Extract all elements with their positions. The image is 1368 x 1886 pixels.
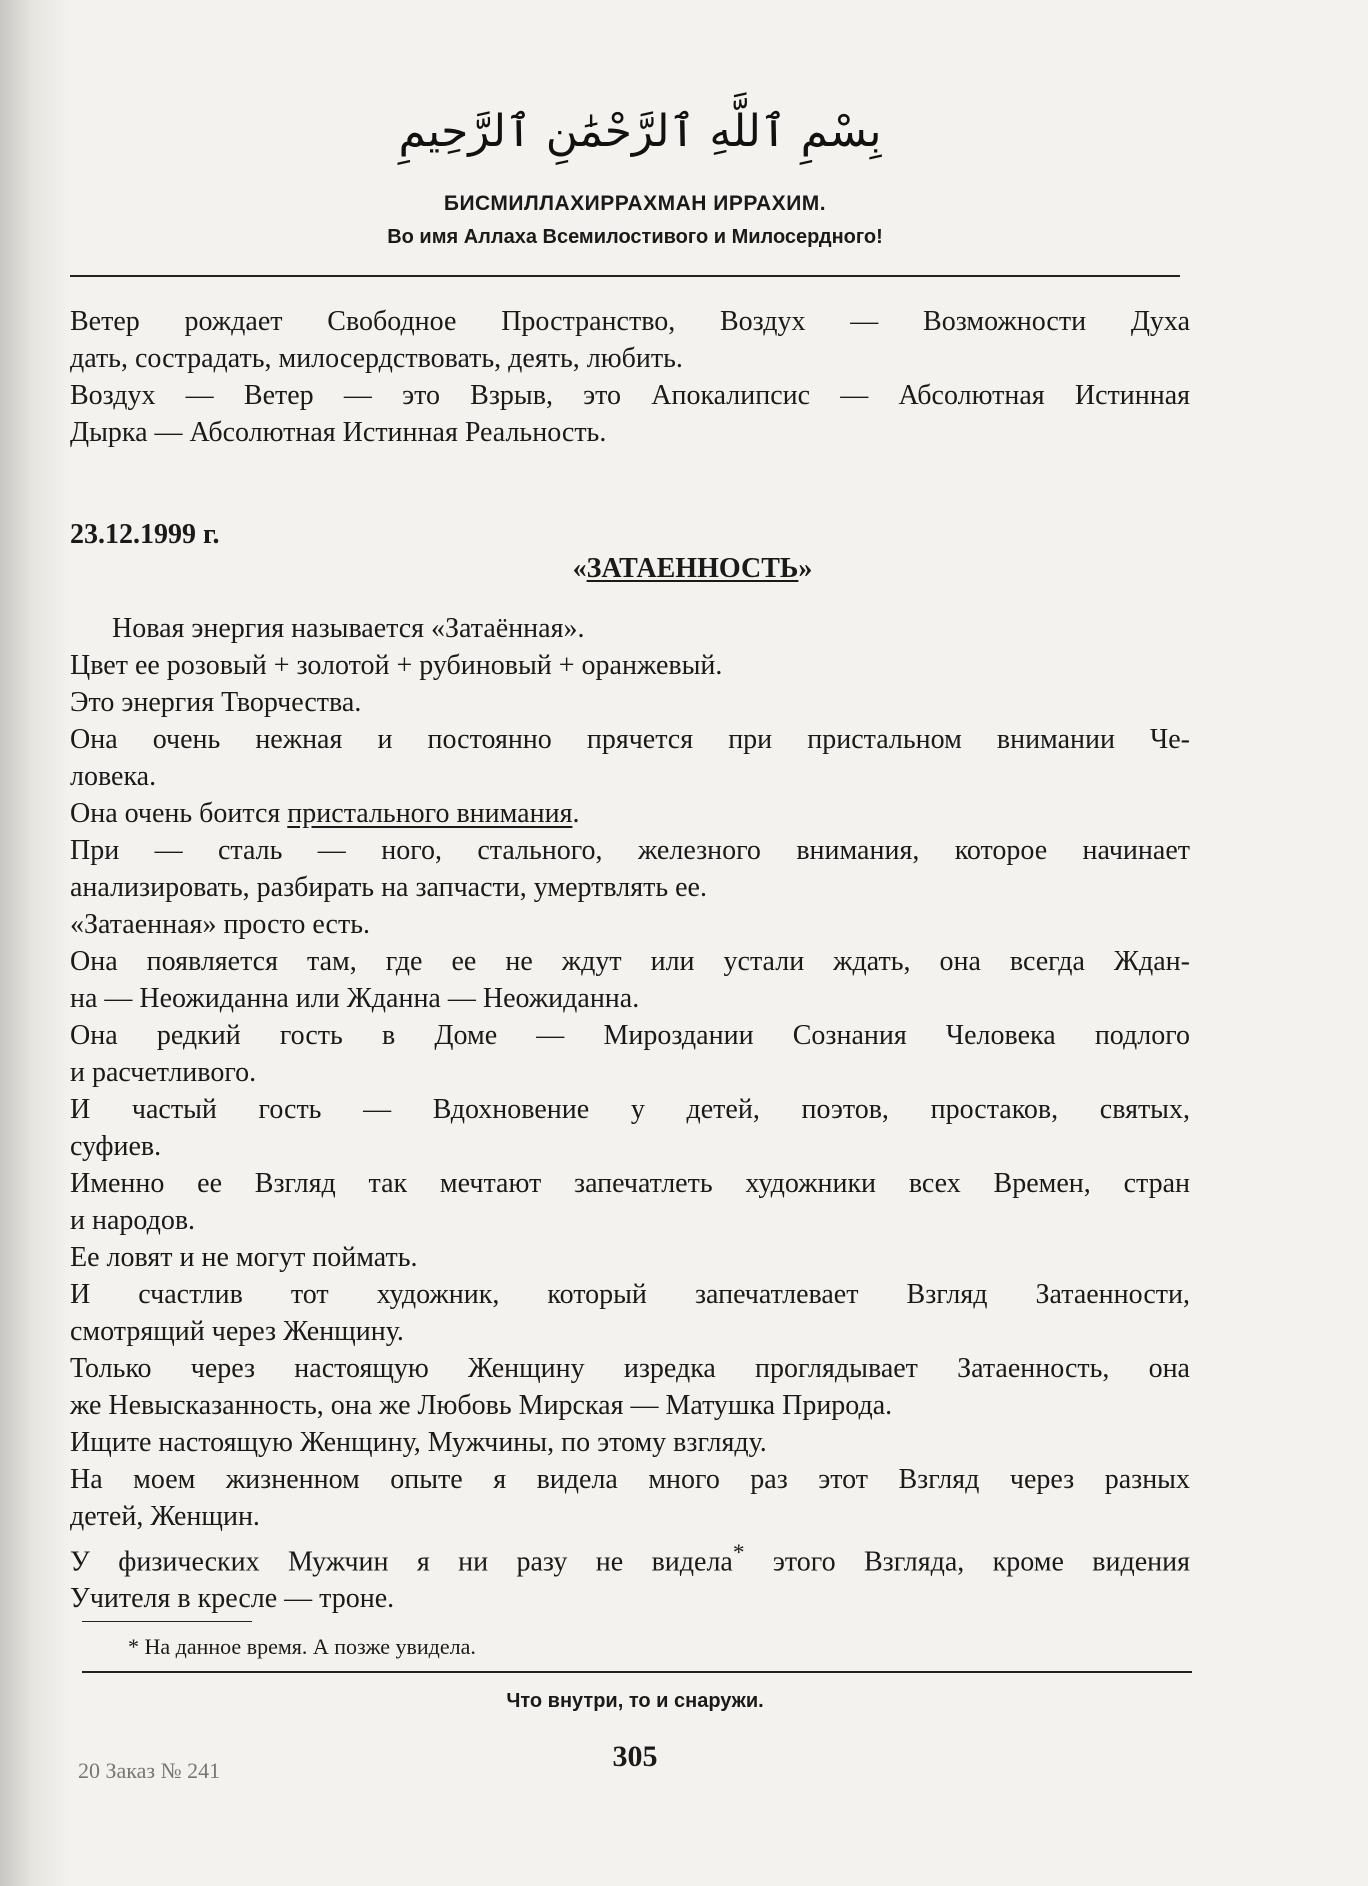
text-line: И частый гость — Вдохновение у детей, поэтов, простаков, святых, [70,1094,1190,1125]
text-line: Ветер рождает Свободное Пространство, Воздух — Возможности Духа [70,306,1190,337]
text-line: Ее ловят и не могут поймать. [70,1242,418,1273]
text-line: У физических Мужчин я ни разу не видела* этого Взгляда, кроме видения [70,1540,1190,1578]
book-page [70,0,1200,1886]
text-line: детей, Женщин. [70,1501,260,1532]
intro-paragraph [70,303,1190,451]
text-line: Это энергия Творчества. [70,687,362,718]
printer-signature: 20 Заказ № 241 [78,1758,221,1783]
svg-text:بِسْمِ ٱللَّهِ ٱلرَّحْمَٰنِ ٱل: بِسْمِ ٱللَّهِ ٱلرَّحْمَٰنِ ٱلرَّحِيمِ [398,106,882,157]
text-line: Новая энергия называется «Затаённая». [112,613,585,644]
text-line: Она очень боится пристального внимания. [70,798,580,829]
entry-date: 23.12.1999 г. [70,519,220,550]
text-line: При — сталь — ного, стального, железного внимания, которое начинает [70,835,1190,866]
text-line: смотрящий через Женщину. [70,1316,404,1347]
footnote-rule [82,1621,252,1622]
footnote: * На данное время. А позже увидела. [128,1634,476,1659]
text-line: Воздух — Ветер — это Взрыв, это Апокалипсис — Абсолютная Истинная [70,380,1190,411]
body-text [70,610,1190,1617]
text-line: Она очень нежная и постоянно прячется при пристальном внимании Че- [70,724,1190,755]
text-line: Дырка — Абсолютная Истинная Реальность. [70,417,607,448]
basmala-translation: Во имя Аллаха Всемилостивого и Милосердного! [387,226,883,248]
text-line: Ищите настоящую Женщину, Мужчины, по этому взгляду. [70,1427,767,1458]
text-line: Учителя в кресле — троне. [70,1583,395,1615]
footer-rule [82,1671,1192,1673]
text-line: анализировать, разбирать на запчасти, умертвлять ее. [70,872,707,903]
text-line: ловека. [70,761,157,792]
text-line: и расчетливого. [70,1057,257,1088]
text-line: Она редкий гость в Доме — Мироздании Сознания Человека подлого [70,1020,1190,1051]
section-heading: «ЗАТАЕННОСТЬ» [572,553,813,584]
page-number: 305 [612,1740,658,1773]
text-line: же Невысказанность, она же Любовь Мирская — Матушка Природа. [70,1390,893,1421]
text-line: «Затаенная» просто есть. [70,909,370,940]
text-line: Цвет ее розовый + золотой + рубиновый + оранжевый. [70,650,723,681]
text-line: На моем жизненном опыте я видела много раз этот Взгляд через разных [70,1464,1190,1495]
basmala-title: БИСМИЛЛАХИРРАХМАН ИРРАХИМ. [443,192,827,215]
header-rule [70,275,1180,277]
text-line: суфиев. [70,1131,162,1162]
scan-shadow [0,0,70,1886]
text-line: на — Неожиданна или Жданна — Неожиданна. [70,983,640,1014]
text-line: И счастлив тот художник, который запечатлевает Взгляд Затаенности, [70,1279,1190,1310]
text-line: Она появляется там, где ее не ждут или устали ждать, она всегда Ждан- [70,946,1190,977]
footnote-marker: * [732,1540,745,1566]
text-line: дать, сострадать, милосердствовать, деять, любить. [70,343,683,374]
text-line: и народов. [70,1205,196,1236]
text-line: Только через настоящую Женщину изредка проглядывает Затаенность, она [70,1353,1190,1384]
text-line: Именно ее Взгляд так мечтают запечатлеть художники всех Времен, стран [70,1168,1190,1199]
underlined-phrase: пристального внимания [287,798,573,829]
footer-motto: Что внутри, то и снаружи. [506,1690,764,1712]
basmala-calligraphy [398,78,882,178]
